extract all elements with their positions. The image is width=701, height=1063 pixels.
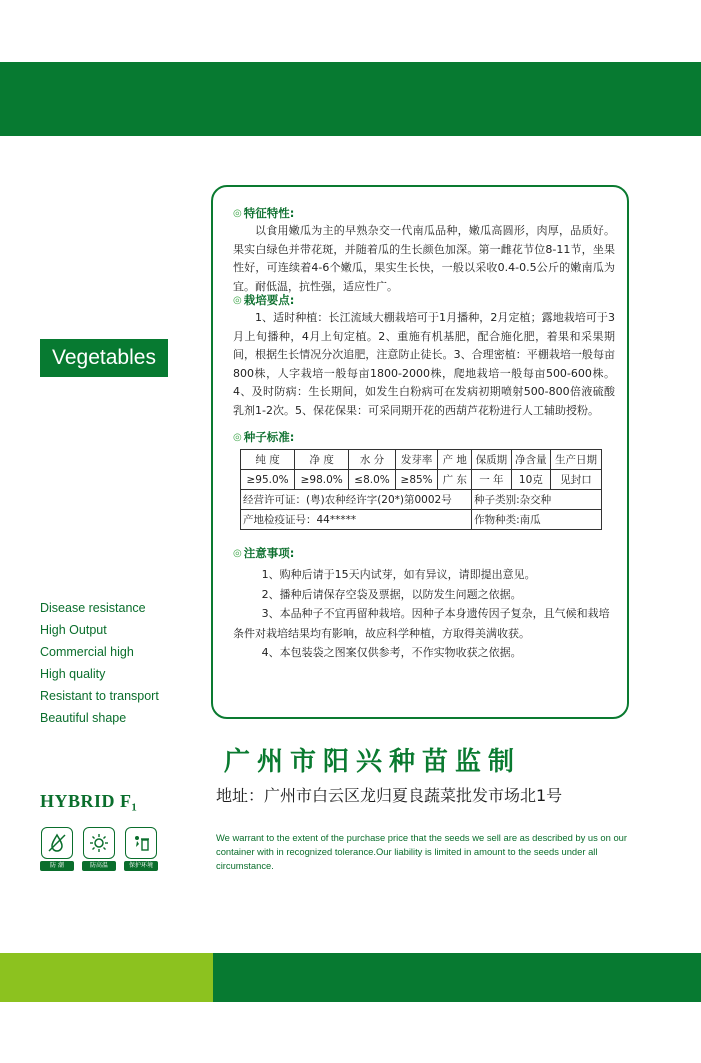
table-cell: ≥85% <box>395 470 438 490</box>
features-text: 以食用嫩瓜为主的早熟杂交一代南瓜品种，嫩瓜高圆形，肉厚，品质好。果实白绿色并带花斑，并随着瓜的生长颜色加深。第一雌花节位8-11节，坐果性好，可连续着4-6个嫩瓜，果实生长快，一般以采收0.4-0.5公斤的嫩南瓜为宜。耐低温，抗性强，适应性广。 <box>233 224 615 293</box>
feature-list <box>40 597 159 729</box>
feature-item: High Output <box>40 623 107 637</box>
note-item: 4、本包装袋之图案仅供参考，不作实物收获之依据。 <box>261 646 522 659</box>
cultivation-paragraph <box>233 309 615 421</box>
care-icons <box>40 827 158 871</box>
recycle-badge <box>124 827 158 871</box>
icon-caption: 防 潮 <box>40 861 74 871</box>
cultivation-text: 1、适时种植：长江流域大棚栽培可于1月播种，2月定植；露地栽培可于3月上旬播种，4月上旬定植。2、重施有机基肥，配合施化肥，着果和采果期间，根据生长情况分次追肥，注意防止徒长。3、合理密植：平棚栽培一般每亩800株，人字栽培一般每亩1800-2000株，爬地栽培一般每亩500-600株。4、及时防病：生长期间，如发生白粉病可在发病初期喷射500-800倍液硫酸乳剂1-2次。5、保花保果：可采同期开花的西葫芦花粉进行人工辅助授粉。 <box>233 311 615 417</box>
table-header-cell: 纯 度 <box>241 450 295 470</box>
table-cell: 10克 <box>511 470 550 490</box>
table-cell: 一 年 <box>472 470 511 490</box>
icon-caption: 保护环境 <box>124 861 158 871</box>
section-heading-notes <box>233 545 294 561</box>
table-header-cell: 产 地 <box>438 450 472 470</box>
recycle-bin-icon <box>125 827 157 859</box>
table-cell: 广 东 <box>438 470 472 490</box>
seed-standard-table <box>240 449 602 530</box>
top-green-band <box>0 62 701 136</box>
icon-caption: 防高温 <box>82 861 116 871</box>
table-header-cell: 保质期 <box>472 450 511 470</box>
table-cell: ≥98.0% <box>295 470 349 490</box>
note-item: 2、播种后请保存空袋及票据，以防发生问题之依据。 <box>261 587 522 601</box>
feature-item: Beautiful shape <box>40 711 127 725</box>
bottom-lime-band <box>0 953 213 1002</box>
table-row <box>241 470 602 490</box>
bullet-icon: ◎ <box>233 207 242 219</box>
table-header-cell: 水 分 <box>349 450 395 470</box>
moisture-proof-icon <box>41 827 73 859</box>
crop-type-cell: 作物种类:南瓜 <box>472 510 602 530</box>
bottom-green-band <box>213 953 701 1002</box>
company-name: 广州市阳兴种苗监制 <box>224 747 522 777</box>
table-header-row <box>241 450 602 470</box>
section-heading-standard <box>233 429 294 445</box>
feature-item: Disease resistance <box>40 601 146 615</box>
anti-heat-icon <box>83 827 115 859</box>
bullet-icon: ◎ <box>233 431 242 443</box>
table-cell: ≤8.0% <box>349 470 395 490</box>
hybrid-f1-label: HYBRID F₁ <box>40 791 138 811</box>
feature-item: Commercial high <box>40 645 134 659</box>
note-item: 3、本品种子不宜再留种栽培。因种子本身遗传因子复杂，且气候和栽培条件对栽培结果均有影响，故应科学种植，方取得美满收获。 <box>233 607 610 640</box>
moisture-proof-badge <box>40 827 74 871</box>
table-cell: 见封口 <box>551 470 602 490</box>
feature-item: Resistant to transport <box>40 689 159 703</box>
bullet-icon: ◎ <box>233 547 242 559</box>
anti-heat-badge <box>82 827 116 871</box>
table-header-cell: 净 度 <box>295 450 349 470</box>
section-title: 栽培要点: <box>243 293 295 307</box>
section-heading-cultivation <box>233 292 294 308</box>
vegetables-badge: Vegetables <box>40 339 168 377</box>
section-title: 注意事项: <box>243 546 295 560</box>
table-header-cell: 发芽率 <box>395 450 438 470</box>
notes-list <box>233 565 615 663</box>
table-cell: ≥95.0% <box>241 470 295 490</box>
seed-category-cell: 种子类别:杂交种 <box>472 490 602 510</box>
bullet-icon: ◎ <box>233 294 242 306</box>
table-header-cell: 净含量 <box>511 450 550 470</box>
section-title: 种子标准: <box>243 430 295 444</box>
company-address: 地址：广州市白云区龙归夏良蔬菜批发市场北1号 <box>216 786 563 805</box>
table-row <box>241 490 602 510</box>
feature-item: High quality <box>40 667 106 681</box>
section-heading-features <box>233 205 294 221</box>
quarantine-cell: 产地检疫证号：44***** <box>241 510 472 530</box>
warranty-text: We warrant to the extent of the purchase price that the seeds we sell are as described by us on our container with in recognized tolerance.Our liability is limited in amount to the seeds under all circumstance. <box>216 832 627 871</box>
table-header-cell: 生产日期 <box>551 450 602 470</box>
license-cell: 经营许可证：(粤)农种经许字(20*)第0002号 <box>241 490 472 510</box>
note-item: 1、购种后请于15天内试芽，如有异议，请即提出意见。 <box>261 568 536 581</box>
table-row <box>241 510 602 530</box>
features-paragraph <box>233 222 615 296</box>
section-title: 特征特性: <box>243 206 295 220</box>
